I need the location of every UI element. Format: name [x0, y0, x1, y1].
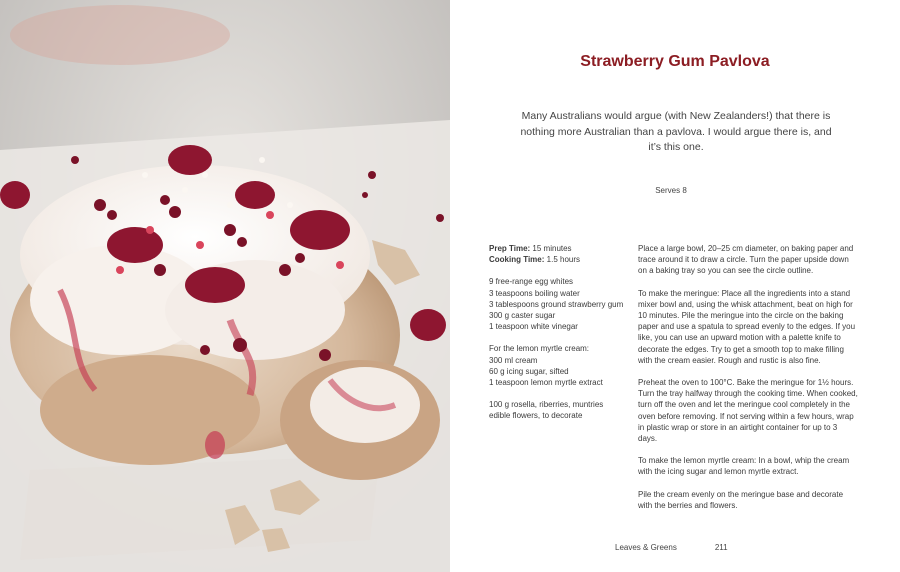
method-column — [638, 243, 858, 522]
method-step: Place a large bowl, 20–25 cm diameter, on baking paper and trace around it to draw a circle. Turn the paper upside down on a baking tray so you can see the circle outline. — [638, 244, 854, 276]
page-number: 211 — [714, 543, 728, 552]
serves-count: Serves 8 — [655, 186, 687, 195]
topping-ingredients — [489, 399, 634, 421]
cooking-time-label: Cooking Time: — [489, 255, 545, 265]
page-footer — [615, 543, 766, 552]
ingredient-line: 300 g caster sugar — [489, 311, 556, 321]
ingredient-line: 1 teaspoon lemon myrtle extract — [489, 378, 603, 388]
method-step: To make the meringue: Place all the ingredients into a stand mixer bowl and, using the whisk attachment, beat on high for 10 minutes. Pile the meringue into the circle on the baking paper and use a spatula to spread evenly to the edges. If you like, you can use an upward motion with a palette knife to decorate the edges. Try to get a smooth top to make filling with the cream easier. Rough and rustic is also fine. — [638, 288, 856, 365]
ingredient-line: 3 teaspoons boiling water — [489, 288, 580, 298]
ingredient-line: 300 ml cream — [489, 355, 538, 365]
prep-time-label: Prep Time: — [489, 244, 531, 253]
cooking-time-value: 1.5 hours — [544, 255, 580, 265]
recipe-page — [450, 0, 900, 572]
ingredient-line: 1 teaspoon white vinegar — [489, 322, 578, 332]
prep-time-value: 15 minutes — [530, 244, 572, 253]
method-step: Pile the cream evenly on the meringue base and decorate with the berries and flowers. — [638, 489, 844, 510]
ingredient-line: 60 g icing sugar, sifted — [489, 366, 569, 376]
method-step: To make the lemon myrtle cream: In a bowl, whip the cream with the icing sugar and lemon myrtle extract. — [638, 456, 850, 477]
section-name: Leaves & Greens — [615, 543, 677, 552]
ingredient-line: 3 tablespoons ground strawberry gum — [489, 299, 624, 309]
meringue-ingredients — [489, 276, 634, 332]
cooking-time — [489, 254, 634, 265]
timing-block — [489, 243, 634, 265]
ingredient-line: edible flowers, to decorate — [489, 411, 583, 421]
ingredient-line: 100 g rosella, riberries, muntries — [489, 400, 604, 410]
recipe-intro: Many Australians would argue (with New Zealanders!) that there is nothing more Australian than a pavlova. I would argue there is, and it’s this one. — [520, 110, 832, 153]
ingredient-line: 9 free-range egg whites — [489, 277, 574, 287]
prep-time — [489, 243, 634, 254]
method-step: Preheat the oven to 100°C. Bake the meringue for 1½ hours. Turn the tray halfway through the cooking time. When cooked, turn off the oven and let the meringue cool completely in the oven before removing. If not serving within a few hours, wrap in plastic wrap or store in an airtight container for up to 3 days. — [638, 378, 858, 444]
ingredients-column — [489, 243, 634, 433]
recipe-title: Strawberry Gum Pavlova — [580, 53, 770, 70]
cream-subheading: For the lemon myrtle cream: — [489, 344, 590, 354]
cream-ingredients — [489, 343, 634, 388]
